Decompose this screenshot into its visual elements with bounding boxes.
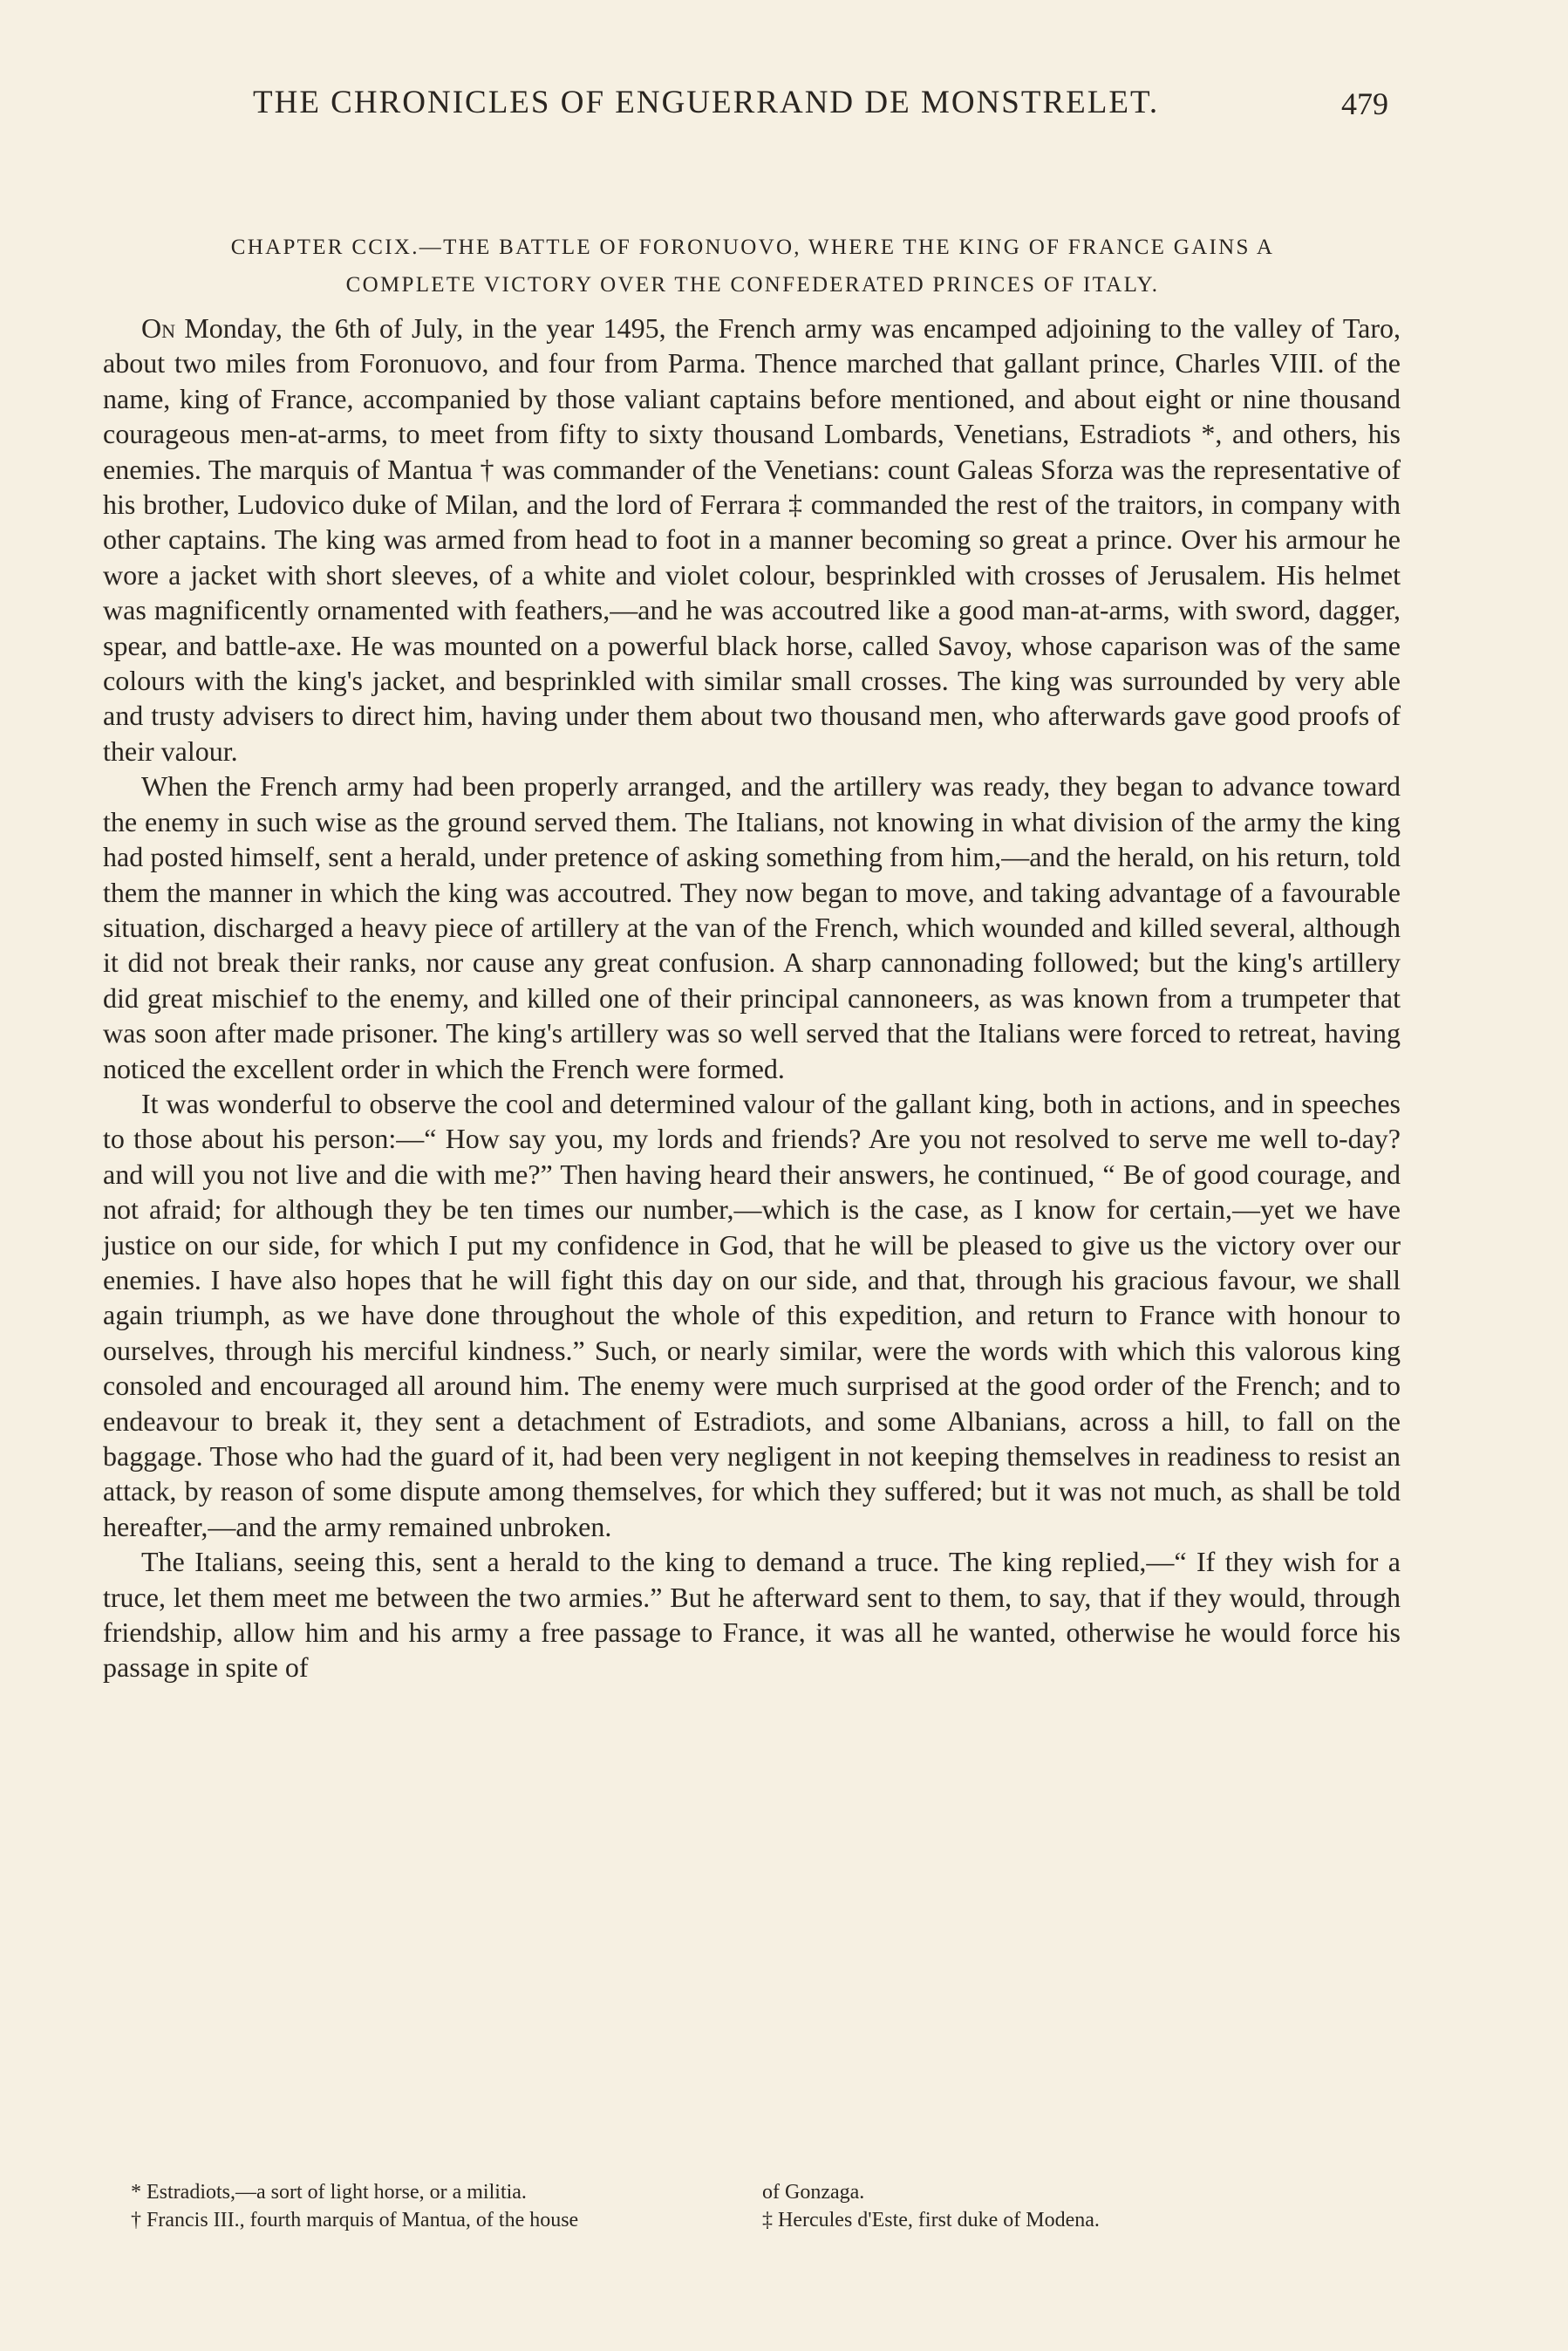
paragraph-2: When the French army had been properly arranged, and the artillery was ready, they began to advance toward the enemy in such wise as the ground served them. The Italians, not knowing in what division of the army the king had posted himself, sent a herald, under pretence of asking something from him,—and the herald, on his return, told them the manner in which the king was accoutred. They now began to move, and taking advantage of a favourable situation, discharged a heavy piece of artillery at the van of the French, which wounded and killed several, although it did not break their ranks, nor cause any great confusion. A sharp cannonading followed; but the king's artillery did great mischief to the enemy, and killed one of their principal cannoneers, as was known from a trumpeter that was soon after made prisoner. The king's artillery was so well served that the Italians were forced to retreat, having noticed the excellent order in which the French were formed. <box>103 770 1401 1084</box>
footnote-ferrara: ‡ Hercules d'Este, first duke of Modena. <box>762 2209 1100 2231</box>
footnotes-left-column <box>131 2178 759 2234</box>
footnote-mantua-continued: of Gonzaga. <box>762 2181 865 2204</box>
footnotes-right-column <box>762 2178 1390 2234</box>
running-title: THE CHRONICLES OF ENGUERRAND DE MONSTRELET. <box>253 85 1160 120</box>
paragraph-1 <box>103 311 1401 769</box>
opening-word: On <box>141 312 175 344</box>
paragraph-3: It was wonderful to observe the cool and determined valour of the gallant king, both in actions, and in speeches to those about his person:—“ How say you, my lords and friends? Are you not resolved to serve me well to-day? and will you not live and die with me?” Then having heard their answers, he continued, “ Be of good courage, and not afraid; for although they be ten times our number,—which is the case, as I know for certain,—yet we have justice on our side, for which I put my confidence in God, that he will be pleased to give us the victory over our enemies. I have also hopes that he will fight this day on our side, and that, through his gracious favour, we shall again triumph, as we have done throughout the whole of this expedition, and return to France with honour to ourselves, through his merciful kindness.” Such, or nearly similar, were the words with which this valorous king consoled and encouraged all around him. The enemy were much surprised at the good order of the French; and to endeavour to break it, they sent a detachment of Estradiots, and some Albanians, across a hill, to fall on the baggage. Those who had the guard of it, had been very negligent in not keeping themselves in readiness to resist an attack, by reason of some dispute among themselves, for which they suffered; but it was not much, as shall be told hereafter,—and the army remained unbroken. <box>103 1087 1401 1542</box>
paragraph-1-text: Monday, the 6th of July, in the year 1495, the French army was encamped adjoining to the valley of Taro, about two miles from Foronuovo, and four from Parma. Thence marched that gallant prince, Charles VIII. of the name, king of France, accompanied by those valiant captains before mentioned, and about eight or nine thousand courageous men-at-arms, to meet from fifty to sixty thousand Lombards, Venetians, Estradiots *, and others, his enemies. The marquis of Mantua † was commander of the Venetians: count Galeas Sforza was the representative of his brother, Ludovico duke of Milan, and the lord of Ferrara ‡ commanded the rest of the traitors, in company with other captains. The king was armed from head to foot in a manner becoming so great a prince. Over his armour he wore a jacket with short sleeves, of a white and violet colour, besprinkled with crosses of Jerusalem. His helmet was magnificently ornamented with feathers,—and he was accoutred like a good man-at-arms, with sword, dagger, spear, and battle-axe. He was mounted on a powerful black horse, called Savoy, whose caparison was of the same colours with the king's jacket, and besprinkled with similar small crosses. The king was surrounded by very able and trusty advisers to direct him, having under them about two thousand men, who afterwards gave good proofs of their valour. <box>103 312 1401 767</box>
paragraph-4: The Italians, seeing this, sent a herald to the king to demand a truce. The king replied,—“ If they wish for a truce, let them meet me between the two armies.” But he afterward sent to them, to say, that if they would, through friendship, allow him and his army a free passage to France, it was all he wanted, otherwise he would force his passage in spite of <box>103 1546 1401 1684</box>
chapter-body <box>103 311 1401 1685</box>
chapter-heading-line-2: COMPLETE VICTORY OVER THE CONFEDERATED PRINCES OF ITALY. <box>345 273 1160 297</box>
footnote-estradiots: * Estradiots,—a sort of light horse, or a militia. <box>131 2181 527 2204</box>
chapter-heading-line-1: CHAPTER CCIX.—THE BATTLE OF FORONUOVO, WHERE THE KING OF FRANCE GAINS A <box>230 236 1275 259</box>
chapter-heading <box>103 229 1402 304</box>
page-number: 479 <box>1341 86 1388 121</box>
footnote-mantua: † Francis III., fourth marquis of Mantua, of the house <box>131 2209 579 2231</box>
